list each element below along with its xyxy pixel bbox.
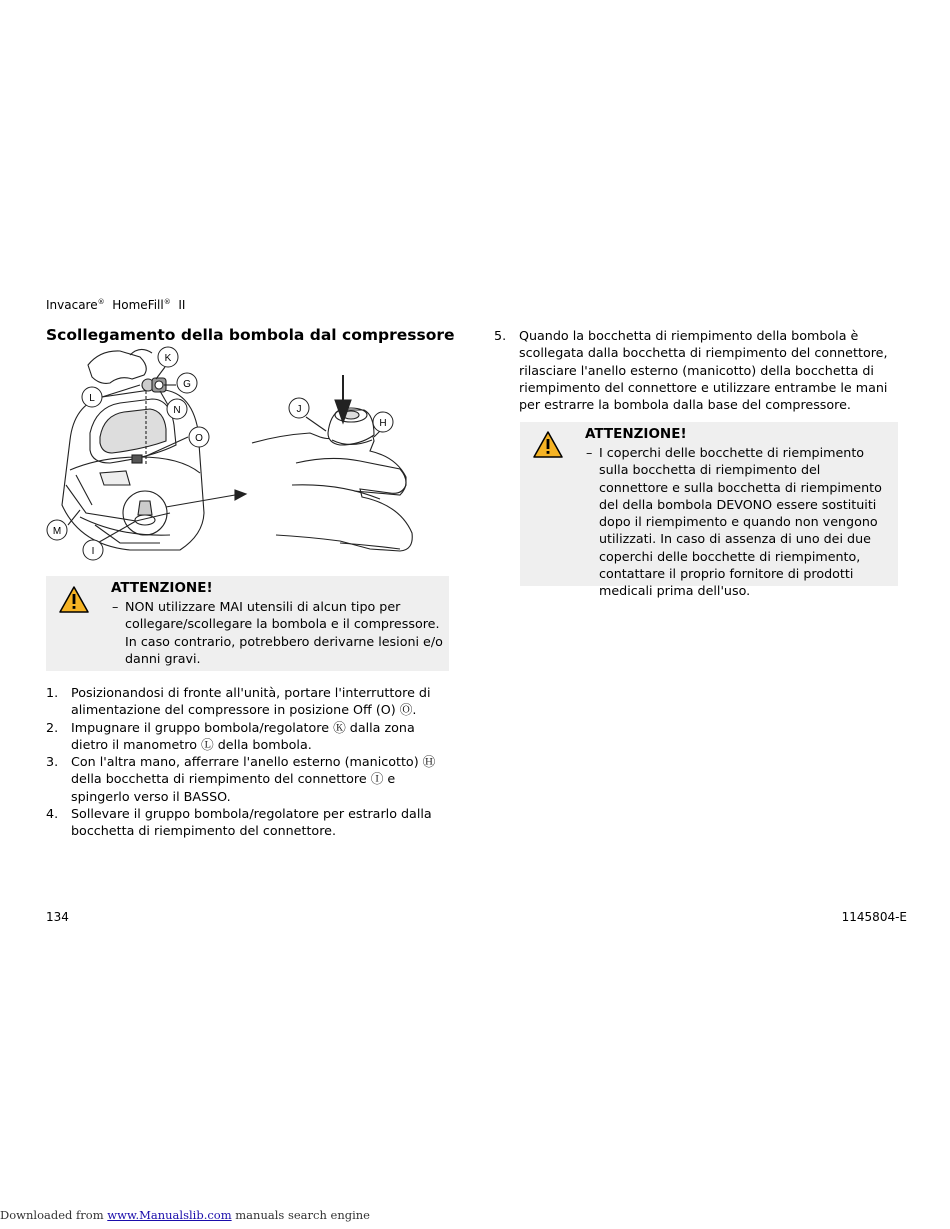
brand-name: Invacare: [46, 298, 98, 312]
warning-title: ATTENZIONE!: [111, 580, 213, 596]
download-bar: [0, 1208, 370, 1222]
download-prefix: Downloaded from: [0, 1208, 104, 1222]
document-code: 1145804-E: [841, 910, 907, 924]
callout-o: [189, 427, 209, 447]
running-header: [46, 298, 185, 312]
step-text: Posizionandosi di fronte all'unità, portare l'interruttore di alimentazione del compressore in posizione Off (O) Ⓞ.: [71, 685, 431, 718]
product-name: HomeFill: [112, 298, 164, 312]
steps-list-right: [494, 327, 904, 413]
section-title: Scollegamento della bombola dal compressore: [46, 326, 455, 344]
callout-m: [47, 520, 67, 540]
list-item: [46, 805, 446, 840]
callout-k: [158, 347, 178, 367]
step-text: Sollevare il gruppo bombola/regolatore per estrarlo dalla bocchetta di riempimento del connettore.: [71, 806, 432, 839]
callout-label: G: [183, 379, 191, 390]
warning-box-left: [46, 576, 449, 671]
warning-triangle-icon: [533, 431, 563, 458]
list-item: [46, 684, 446, 719]
step-number: 1.: [46, 685, 59, 700]
manualslib-link[interactable]: www.Manualslib.com: [107, 1208, 232, 1222]
download-suffix: manuals search engine: [235, 1208, 370, 1222]
product-model: II: [178, 298, 186, 312]
callout-label: M: [52, 526, 62, 537]
warning-text-block: [112, 598, 444, 667]
warning-text: I coperchi delle bocchette di riempimento sulla bocchetta di riempimento del connettore e sulla bocchetta di riempimento del della bombola DEVONO essere sostituiti dopo il riempimento e quando non vengono utilizzati. In caso di assenza di uno dei due coperchi delle bocchette di riempimento, contattare il proprio fornitore di prodotti medicali prima dell'uso.: [599, 445, 882, 599]
callout-g: [177, 373, 197, 393]
registered-mark: ®: [163, 298, 171, 306]
step-text: Impugnare il gruppo bombola/regolatore Ⓚ dalla zona dietro il manometro Ⓛ della bombola.: [71, 719, 415, 752]
step-number: 3.: [46, 754, 59, 770]
callout-label: J: [296, 404, 302, 415]
compressor-illustration: [40, 345, 420, 570]
step-number: 2.: [46, 719, 59, 735]
registered-mark: ®: [97, 298, 105, 306]
callout-label: L: [89, 393, 95, 404]
warning-title: ATTENZIONE!: [585, 426, 687, 442]
warning-triangle-icon: [59, 586, 89, 613]
steps-list-left: [46, 684, 446, 840]
step-number: 5.: [494, 328, 507, 343]
callout-l: [82, 387, 102, 407]
callout-h: [373, 412, 393, 432]
step-text: Quando la bocchetta di riempimento della bombola è scollegata dalla bocchetta di riempimento del connettore, rilasciare l'anello esterno (manicotto) della bocchetta di riempimento del connettore e utilizzare entrambe le mani per estrarre la bombola dalla base del compressore.: [519, 328, 888, 413]
callout-label: I: [91, 546, 95, 557]
page-number: 134: [46, 910, 69, 924]
warning-dash: –: [112, 599, 119, 614]
warning-dash: –: [586, 445, 593, 460]
callout-i: [83, 540, 103, 560]
warning-box-right: [520, 422, 898, 599]
callout-label: K: [164, 353, 172, 364]
step-number: 4.: [46, 806, 59, 822]
warning-text-block: [586, 444, 892, 600]
step-text: Con l'altra mano, afferrare l'anello esterno (manicotto) Ⓗ della bocchetta di riempimento del connettore Ⓘ e spingerlo verso il BASSO.: [71, 754, 436, 804]
list-item: [46, 753, 446, 805]
callout-label: O: [195, 433, 203, 444]
warning-text: NON utilizzare MAI utensili di alcun tipo per collegare/scollegare la bombola e il compressore. In caso contrario, potrebbero derivarne lesioni e/o danni gravi.: [125, 599, 443, 666]
callout-j: [289, 398, 309, 418]
callout-label: N: [173, 405, 181, 416]
callout-n: [167, 399, 187, 419]
list-item: [46, 719, 446, 754]
callout-label: H: [379, 418, 387, 429]
list-item: [494, 327, 904, 413]
